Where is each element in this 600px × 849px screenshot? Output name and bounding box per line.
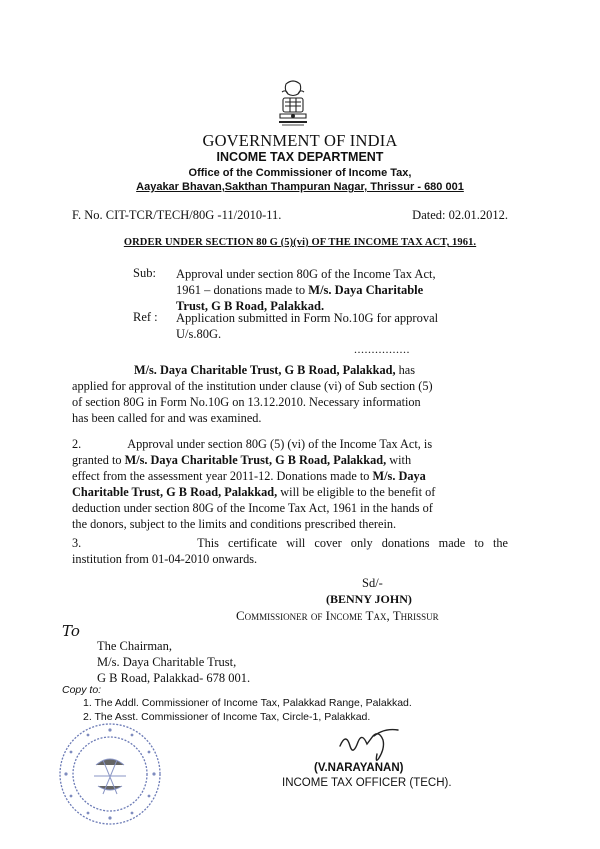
para1-tail: has [395, 363, 416, 377]
paragraph-1 [72, 362, 508, 426]
dept-title: INCOME TAX DEPARTMENT [216, 150, 384, 164]
sub-line-3: Trust, G B Road, Palakkad. [176, 299, 325, 313]
recipient-line-2: M/s. Daya Charitable Trust, [97, 655, 237, 669]
para3-line-2: institution from 01-04-2010 onwards. [72, 552, 258, 566]
para1-line-2: applied for approval of the institution under clause (vi) of Sub section (5) [72, 379, 433, 393]
sub-label: Sub: [133, 266, 156, 280]
office-line: Office of the Commissioner of Income Tax, [188, 167, 412, 179]
recipient-line-1: The Chairman, [97, 639, 172, 653]
ref-label: Ref : [133, 310, 158, 324]
office-seal-stamp [56, 720, 164, 828]
para1-line-1 [72, 362, 508, 378]
sd-mark: Sd/- [362, 576, 383, 590]
copy-to-item: 2. The Asst. Commissioner of Income Tax, Circle-1, Palakkad. [83, 710, 371, 723]
para2-line-4 [72, 484, 508, 500]
recipient-line-3: G B Road, Palakkad- 678 001. [97, 671, 251, 685]
national-emblem-icon [270, 78, 316, 128]
to-label: To [62, 622, 80, 640]
para1-line-4: has been called for and was examined. [72, 411, 262, 425]
office-address: Aayakar Bhavan,Sakthan Thampuran Nagar, Thrissur - 680 001 [136, 181, 464, 193]
officer-name: (V.NARAYANAN) [314, 762, 404, 774]
officer-title: INCOME TAX OFFICER (TECH). [282, 777, 452, 789]
recipient-address [97, 638, 250, 686]
ref-text [176, 310, 508, 342]
para3-line-1-text: This certificate will cover only donations made to the [197, 536, 508, 550]
sub-line-1: Approval under section 80G of the Income Tax Act, [176, 267, 436, 281]
para2-line-2-pre: granted to [72, 453, 125, 467]
para2-line-2-post: with [386, 453, 412, 467]
para1-trust-name: M/s. Daya Charitable Trust, G B Road, Palakkad, [134, 363, 396, 377]
para2-line-3 [72, 468, 508, 484]
signatory-name: (BENNY JOHN) [326, 592, 412, 606]
org-title: GOVERNMENT OF INDIA [202, 131, 398, 150]
para2-trust-name-3: Charitable Trust, G B Road, Palakkad, [72, 485, 278, 499]
para2-line-1 [72, 436, 508, 452]
ref-line-1: Application submitted in Form No.10G for approval [176, 311, 439, 325]
copy-to-label: Copy to: [62, 684, 102, 696]
sub-text [176, 266, 508, 314]
para2-line-2 [72, 452, 508, 468]
para3-line-1 [72, 535, 508, 551]
sub-line-2 [176, 282, 508, 298]
order-date: Dated: 02.01.2012. [412, 208, 508, 222]
para2-line-3-pre: effect from the assessment year 2011-12. Donations made to [72, 469, 373, 483]
ref-line-2: U/s.80G. [176, 327, 222, 341]
para2-line-1-text: Approval under section 80G (5) (vi) of the Income Tax Act, is [127, 437, 433, 451]
signatory-title: Commissioner of Income Tax, Thrissur [236, 608, 439, 623]
para2-trust-name: M/s. Daya Charitable Trust, G B Road, Palakkad, [124, 453, 387, 467]
para3-number: 3. [72, 536, 82, 550]
paragraph-3 [72, 535, 508, 567]
para2-number: 2. [72, 437, 82, 451]
order-heading: ORDER UNDER SECTION 80 G (5)(vi) OF THE INCOME TAX ACT, 1961. [123, 237, 477, 248]
separator-dots: ................ [354, 342, 410, 356]
paragraph-2 [72, 436, 508, 532]
sub-line-2-text: 1961 – donations made to [176, 283, 309, 297]
file-number: F. No. CIT-TCR/TECH/80G -11/2010-11. [72, 208, 282, 222]
sub-trust-name: M/s. Daya Charitable [308, 283, 424, 297]
para2-trust-name-2: M/s. Daya [372, 469, 426, 483]
para2-line-4-post: will be eligible to the benefit of [277, 485, 436, 499]
para2-line-6: the donors, subject to the limits and conditions prescribed therein. [72, 517, 397, 531]
para1-line-3: of section 80G in Form No.10G on 13.12.2010. Necessary information [72, 395, 421, 409]
para2-line-5: deduction under section 80G of the Income Tax Act, 1961 in the hands of [72, 501, 433, 515]
copy-to-item: 1. The Addl. Commissioner of Income Tax, Palakkad Range, Palakkad. [83, 697, 412, 709]
